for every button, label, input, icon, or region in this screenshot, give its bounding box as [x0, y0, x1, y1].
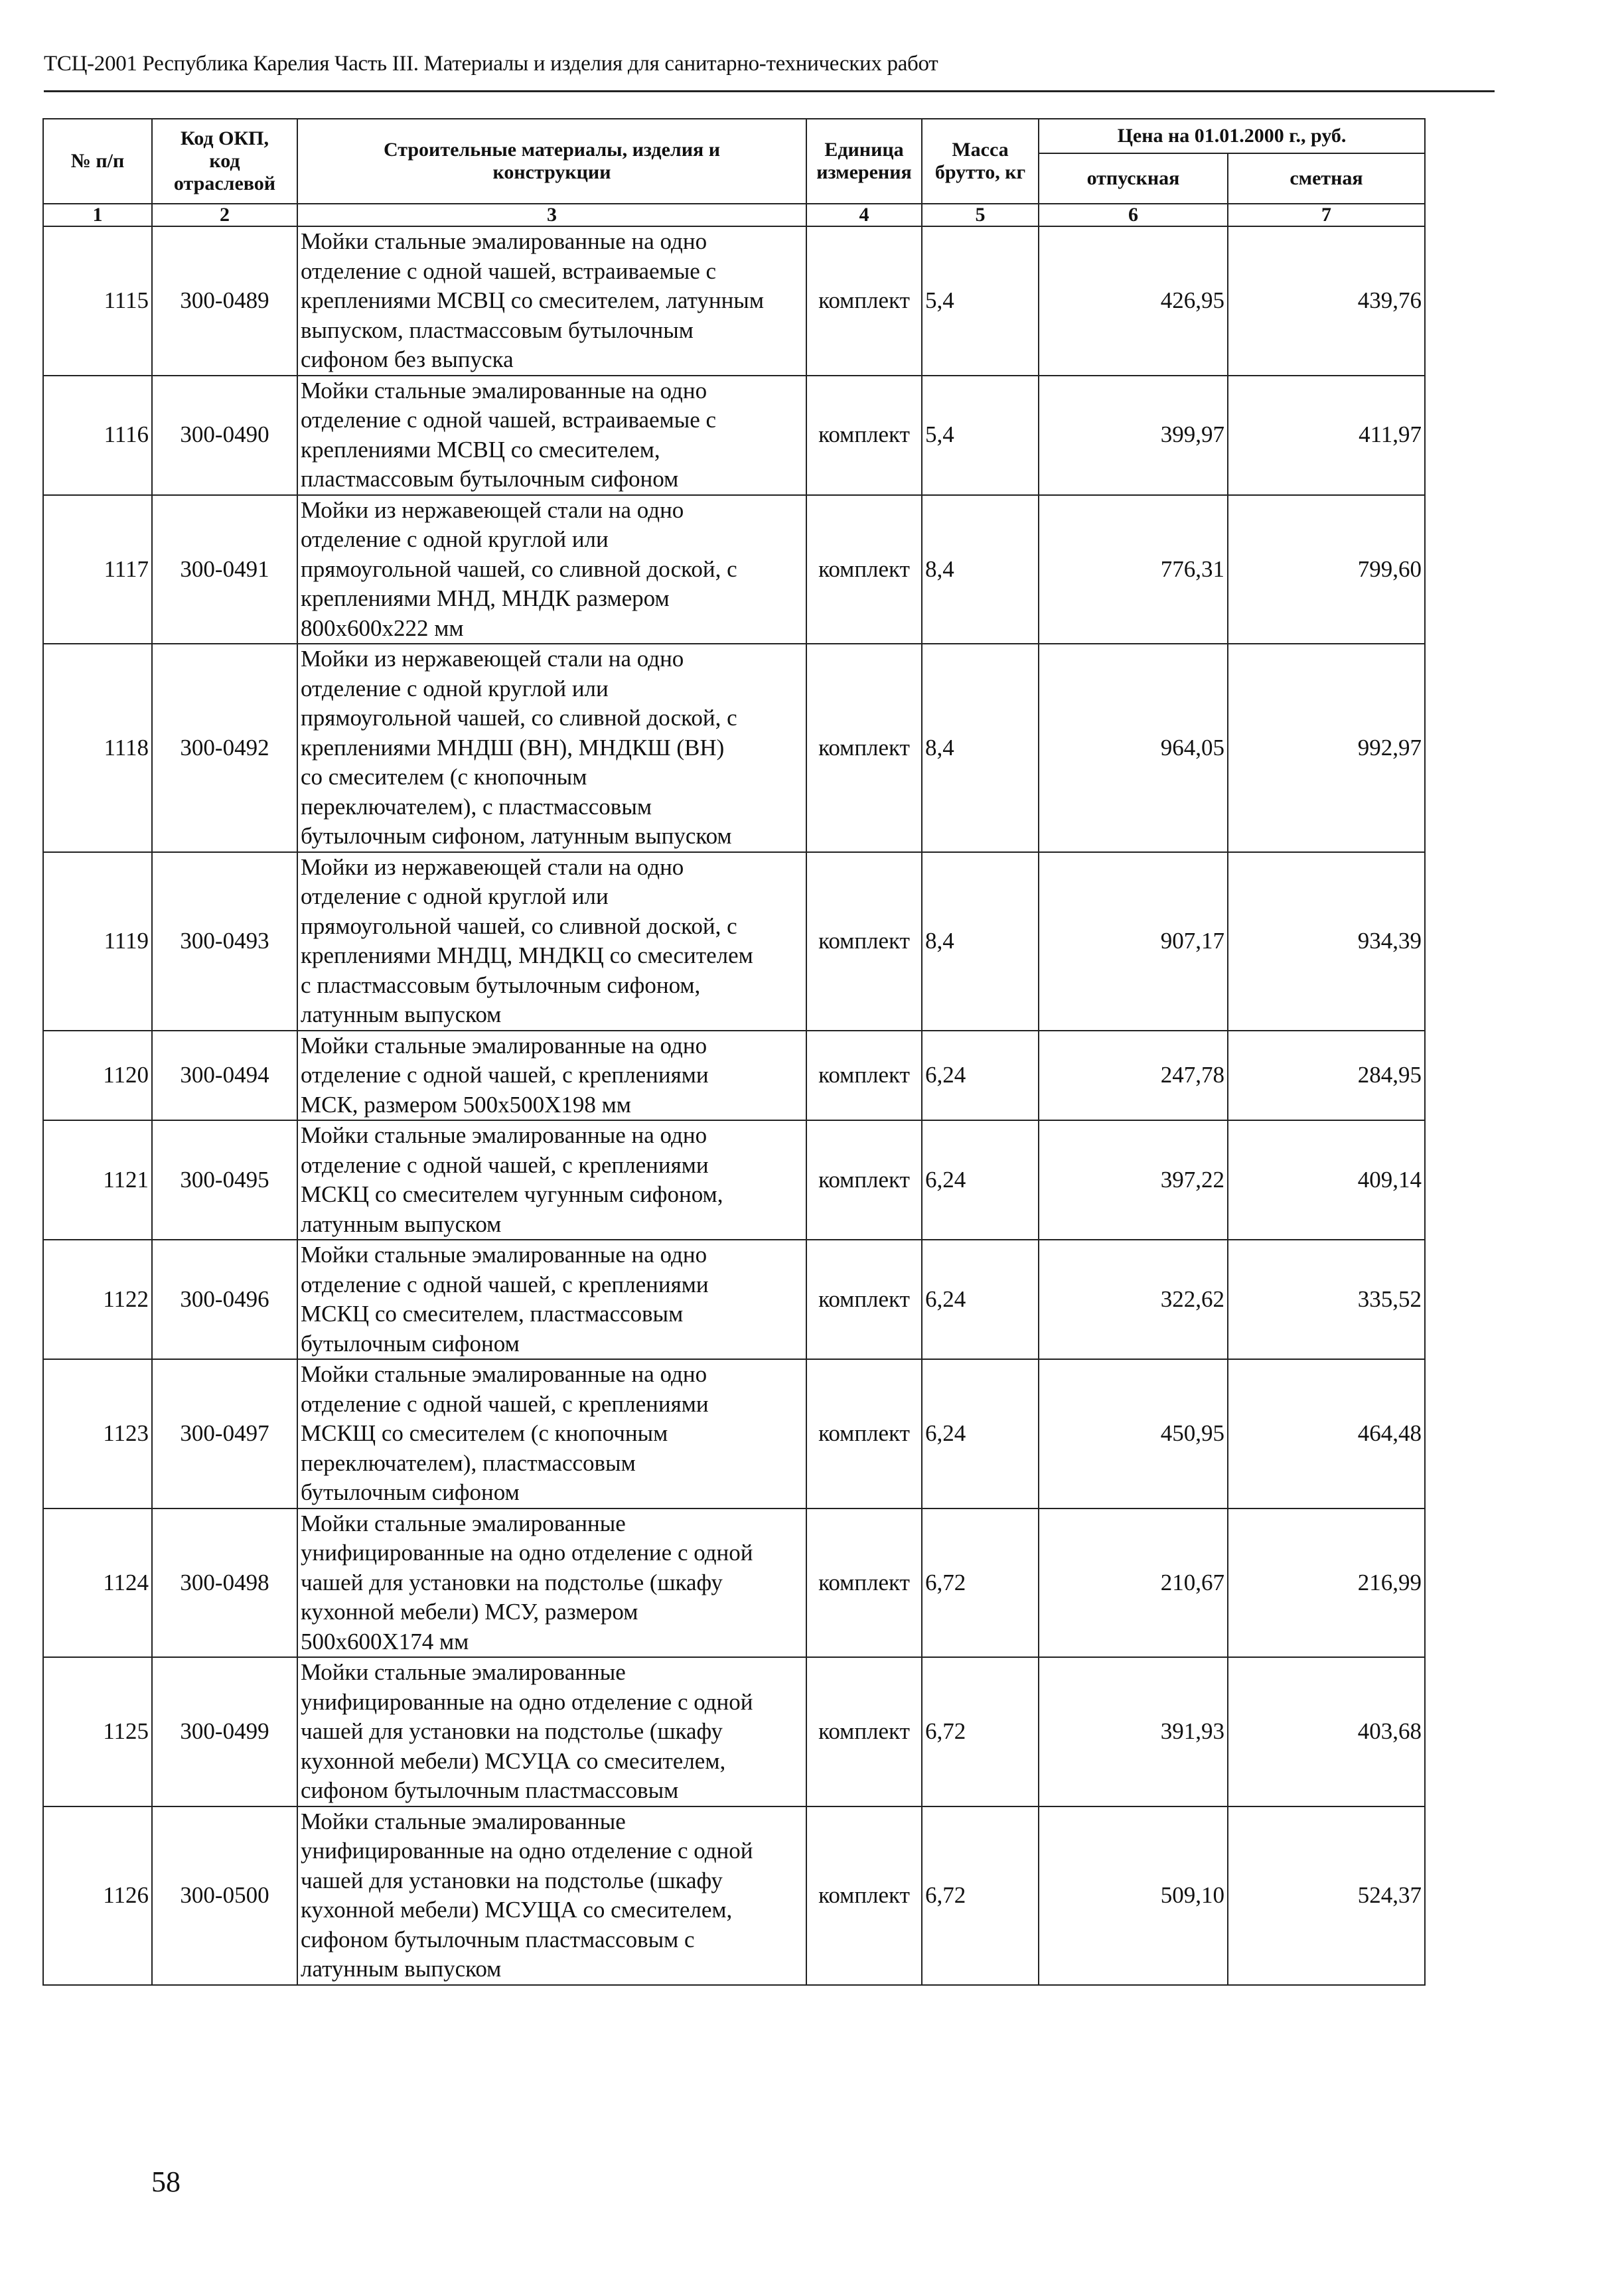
material-description [297, 1240, 806, 1359]
unit: комплект [806, 644, 922, 852]
description-line: отделение с одной чашей, с креплениями [301, 1390, 709, 1417]
header-rule [44, 90, 1495, 92]
row-number: 1117 [43, 495, 152, 644]
okp-code: 300-0490 [152, 376, 297, 495]
description-line: МСКЩ со смесителем (с кнопочным [301, 1420, 668, 1446]
description-line: 500x600X174 мм [301, 1628, 469, 1655]
row-number: 1115 [43, 226, 152, 376]
description-line: отделение с одной чашей, с креплениями [301, 1151, 709, 1178]
description-line: сифоном без выпуска [301, 346, 514, 372]
row-number: 1118 [43, 644, 152, 852]
price-estimate: 409,14 [1228, 1120, 1425, 1240]
description-line: бутылочным сифоном [301, 1330, 520, 1357]
description-line: креплениями МСВЦ со смесителем, латунным [301, 287, 764, 313]
description-line: чашей для установки на подстолье (шкафу [301, 1718, 723, 1744]
description-line: отделение с одной круглой или [301, 526, 609, 552]
header-num: № п/п [43, 119, 152, 204]
header-okp-code [152, 119, 297, 204]
header-okp-line: Код ОКП, [181, 127, 269, 149]
description-line: креплениями МНД, МНДК размером [301, 585, 670, 611]
table-row [43, 1120, 1425, 1240]
material-description [297, 1359, 806, 1508]
price-estimate: 216,99 [1228, 1508, 1425, 1658]
header-unit [806, 119, 922, 204]
description-line: выпуском, пластмассовым бутылочным [301, 317, 694, 343]
okp-code: 300-0498 [152, 1508, 297, 1658]
price-estimate: 464,48 [1228, 1359, 1425, 1508]
unit: комплект [806, 1806, 922, 1985]
header-unit-line: Единица [824, 139, 904, 161]
header-price-estimate: сметная [1228, 153, 1425, 204]
header-material-line: Строительные материалы, изделия и [383, 139, 721, 161]
okp-code: 300-0499 [152, 1657, 297, 1806]
row-number: 1126 [43, 1806, 152, 1985]
price-wholesale: 247,78 [1039, 1031, 1228, 1121]
price-wholesale: 450,95 [1039, 1359, 1228, 1508]
table-row [43, 852, 1425, 1031]
price-wholesale: 399,97 [1039, 376, 1228, 495]
table-row [43, 1031, 1425, 1121]
running-header: ТСЦ-2001 Республика Карелия Часть III. Материалы и изделия для санитарно-технических работ [44, 52, 938, 76]
description-line: бутылочным сифоном [301, 1479, 520, 1505]
price-wholesale: 210,67 [1039, 1508, 1228, 1658]
table-row [43, 644, 1425, 852]
header-material-line: конструкции [492, 161, 611, 183]
description-line: унифицированные на одно отделение с одной [301, 1540, 753, 1566]
mass: 5,4 [922, 376, 1039, 495]
material-description [297, 1031, 806, 1121]
description-line: отделение с одной чашей, встраиваемые с [301, 258, 717, 284]
price-estimate: 524,37 [1228, 1806, 1425, 1985]
okp-code: 300-0496 [152, 1240, 297, 1359]
unit: комплект [806, 852, 922, 1031]
price-wholesale: 397,22 [1039, 1120, 1228, 1240]
material-description [297, 1806, 806, 1985]
mass: 8,4 [922, 495, 1039, 644]
material-description [297, 1657, 806, 1806]
description-line: Мойки стальные эмалированные на одно [301, 228, 707, 254]
price-wholesale: 322,62 [1039, 1240, 1228, 1359]
description-line: Мойки из нержавеющей стали на одно [301, 496, 684, 523]
description-line: прямоугольной чашей, со сливной доской, с [301, 705, 737, 731]
description-line: унифицированные на одно отделение с одной [301, 1838, 753, 1864]
description-line: Мойки из нержавеющей стали на одно [301, 853, 684, 880]
description-line: Мойки стальные эмалированные на одно [301, 1122, 707, 1148]
description-line: унифицированные на одно отделение с одной [301, 1688, 753, 1715]
unit: комплект [806, 226, 922, 376]
material-description [297, 495, 806, 644]
header-mass-line: Масса [952, 139, 1009, 161]
mass: 8,4 [922, 852, 1039, 1031]
header-mass-line: брутто, кг [934, 161, 1026, 183]
material-description [297, 1120, 806, 1240]
row-number: 1120 [43, 1031, 152, 1121]
price-wholesale: 964,05 [1039, 644, 1228, 852]
okp-code: 300-0493 [152, 852, 297, 1031]
mass: 6,24 [922, 1031, 1039, 1121]
description-line: отделение с одной круглой или [301, 883, 609, 909]
row-number: 1123 [43, 1359, 152, 1508]
price-estimate: 439,76 [1228, 226, 1425, 376]
description-line: пластмассовым бутылочным сифоном [301, 466, 679, 492]
unit: комплект [806, 1359, 922, 1508]
okp-code: 300-0495 [152, 1120, 297, 1240]
description-line: латунным выпуском [301, 1956, 502, 1982]
price-estimate: 411,97 [1228, 376, 1425, 495]
description-line: Мойки стальные эмалированные на одно [301, 1032, 707, 1059]
description-line: 800x600x222 мм [301, 615, 464, 641]
mass: 6,72 [922, 1657, 1039, 1806]
mass: 6,72 [922, 1806, 1039, 1985]
unit: комплект [806, 495, 922, 644]
column-number: 1 [43, 204, 152, 226]
description-line: чашей для установки на подстолье (шкафу [301, 1569, 723, 1595]
description-line: отделение с одной чашей, с креплениями [301, 1271, 709, 1297]
header-material [297, 119, 806, 204]
description-line: Мойки стальные эмалированные на одно [301, 1361, 707, 1387]
okp-code: 300-0492 [152, 644, 297, 852]
material-description [297, 644, 806, 852]
description-line: кухонной мебели) МСУЩА со смесителем, [301, 1897, 733, 1923]
description-line: креплениями МНДШ (ВН), МНДКШ (ВН) [301, 734, 725, 761]
description-line: Мойки стальные эмалированные на одно [301, 377, 707, 404]
price-wholesale: 776,31 [1039, 495, 1228, 644]
price-wholesale: 509,10 [1039, 1806, 1228, 1985]
material-description [297, 1508, 806, 1658]
price-estimate: 335,52 [1228, 1240, 1425, 1359]
material-description [297, 376, 806, 495]
description-line: сифоном бутылочным пластмассовым с [301, 1926, 695, 1952]
description-line: МСК, размером 500x500X198 мм [301, 1091, 631, 1118]
price-wholesale: 426,95 [1039, 226, 1228, 376]
description-line: со смесителем (с кнопочным [301, 764, 587, 790]
header-mass [922, 119, 1039, 204]
description-line: бутылочным сифоном, латунным выпуском [301, 823, 732, 849]
description-line: прямоугольной чашей, со сливной доской, с [301, 913, 737, 939]
okp-code: 300-0494 [152, 1031, 297, 1121]
table-row [43, 1359, 1425, 1508]
column-number: 6 [1039, 204, 1228, 226]
material-description [297, 852, 806, 1031]
description-line: Мойки стальные эмалированные на одно [301, 1242, 707, 1268]
okp-code: 300-0500 [152, 1806, 297, 1985]
unit: комплект [806, 1240, 922, 1359]
description-line: переключателем), пластмассовым [301, 1449, 636, 1476]
okp-code: 300-0489 [152, 226, 297, 376]
table-row [43, 495, 1425, 644]
column-number: 7 [1228, 204, 1425, 226]
header-okp-line: код [209, 150, 240, 172]
description-line: латунным выпуском [301, 1211, 502, 1237]
header-price-wholesale: отпускная [1039, 153, 1228, 204]
table-row [43, 1508, 1425, 1658]
mass: 5,4 [922, 226, 1039, 376]
column-number: 2 [152, 204, 297, 226]
okp-code: 300-0491 [152, 495, 297, 644]
description-line: отделение с одной чашей, с креплениями [301, 1062, 709, 1088]
table-row [43, 1806, 1425, 1985]
description-line: Мойки из нержавеющей стали на одно [301, 646, 684, 672]
description-line: МСКЦ со смесителем чугунным сифоном, [301, 1181, 723, 1207]
column-number: 4 [806, 204, 922, 226]
mass: 6,72 [922, 1508, 1039, 1658]
row-number: 1122 [43, 1240, 152, 1359]
price-wholesale: 391,93 [1039, 1657, 1228, 1806]
header-unit-line: измерения [816, 161, 912, 183]
price-estimate: 799,60 [1228, 495, 1425, 644]
description-line: Мойки стальные эмалированные [301, 1659, 626, 1685]
column-number: 3 [297, 204, 806, 226]
row-number: 1124 [43, 1508, 152, 1658]
unit: комплект [806, 376, 922, 495]
description-line: Мойки стальные эмалированные [301, 1510, 626, 1536]
table-row [43, 376, 1425, 495]
okp-code: 300-0497 [152, 1359, 297, 1508]
description-line: прямоугольной чашей, со сливной доской, с [301, 555, 737, 582]
description-line: отделение с одной чашей, встраиваемые с [301, 407, 717, 433]
mass: 6,24 [922, 1240, 1039, 1359]
mass: 6,24 [922, 1120, 1039, 1240]
description-line: кухонной мебели) МСУ, размером [301, 1599, 638, 1625]
description-line: креплениями МНДЦ, МНДКЦ со смесителем [301, 942, 753, 968]
description-line: отделение с одной круглой или [301, 675, 609, 701]
mass: 8,4 [922, 644, 1039, 852]
description-line: с пластмассовым бутылочным сифоном, [301, 972, 701, 998]
row-number: 1121 [43, 1120, 152, 1240]
row-number: 1116 [43, 376, 152, 495]
price-wholesale: 907,17 [1039, 852, 1228, 1031]
description-line: МСКЦ со смесителем, пластмассовым [301, 1301, 684, 1327]
table-row [43, 1657, 1425, 1806]
price-estimate: 934,39 [1228, 852, 1425, 1031]
unit: комплект [806, 1508, 922, 1658]
description-line: кухонной мебели) МСУЦА со смесителем, [301, 1747, 726, 1774]
row-number: 1119 [43, 852, 152, 1031]
unit: комплект [806, 1031, 922, 1121]
row-number: 1125 [43, 1657, 152, 1806]
header-okp-line: отраслевой [173, 173, 276, 194]
price-estimate: 992,97 [1228, 644, 1425, 852]
mass: 6,24 [922, 1359, 1039, 1508]
unit: комплект [806, 1120, 922, 1240]
description-line: переключателем), с пластмассовым [301, 793, 652, 820]
description-line: сифоном бутылочным пластмассовым [301, 1777, 679, 1803]
unit: комплект [806, 1657, 922, 1806]
price-estimate: 284,95 [1228, 1031, 1425, 1121]
table-row [43, 1240, 1425, 1359]
material-description [297, 226, 806, 376]
description-line: Мойки стальные эмалированные [301, 1808, 626, 1834]
page-number: 58 [151, 2166, 181, 2198]
price-table [42, 118, 1426, 1986]
header-price-group: Цена на 01.01.2000 г., руб. [1039, 119, 1425, 153]
description-line: чашей для установки на подстолье (шкафу [301, 1867, 723, 1893]
description-line: латунным выпуском [301, 1001, 502, 1027]
price-estimate: 403,68 [1228, 1657, 1425, 1806]
table-row [43, 226, 1425, 376]
column-number: 5 [922, 204, 1039, 226]
description-line: креплениями МСВЦ со смесителем, [301, 436, 660, 463]
